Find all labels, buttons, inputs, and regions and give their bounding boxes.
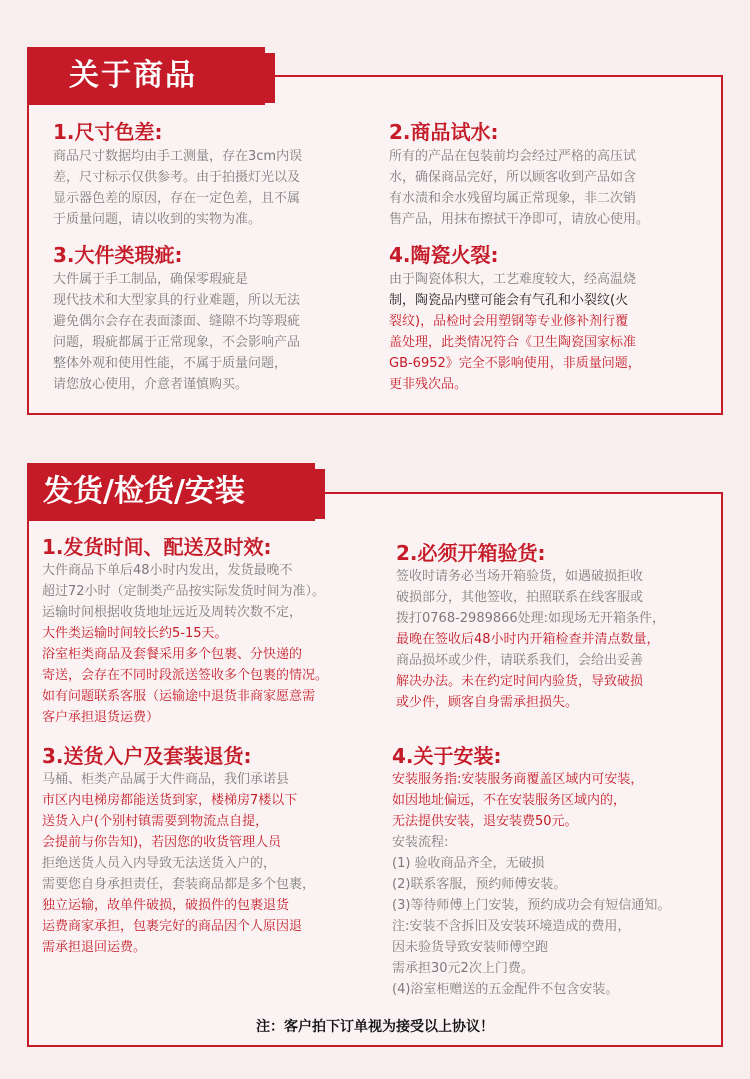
item-text-water-test: 所有的产品在包装前均会经过严格的高压试 水，确保商品完好，所以顾客收到产品如含 有水渍和余水残留均属正常现象，非二次销 售产品，用抹布擦拭干净即可，请放心使用。 xyxy=(389,149,650,227)
item-heading-installation: 4.关于安装: xyxy=(392,744,502,768)
item-text-delivery: 马桶、柜类产品属于大件商品，我们承诺县 市区内电梯房都能送货到家，楼梯房7楼以下 送货入户(个别村镇需要到物流点自提， 会提前与你告知)，若因您的收货管理人员 拒绝送货人员入内导致无法送货入户的， 需要您自身承担责任，套装商品都是多个包裹， 独立运输，故单件破损，破损件的包裹退货 运费商家承担，包裹完好的商品因个人原因退 需承担退回运费。 xyxy=(42,772,316,955)
item-text-ceramic: 由于陶瓷体积大，工艺难度较大，经高温烧 制，陶瓷品内壁可能会有气孔和小裂纹(火 裂纹)，品检时会用塑钢等专业修补剂行覆 盖处理，此类情况符合《卫生陶瓷国家标准 GB-6952》完全不影响使用，非质量问题， 更非残次品。 xyxy=(389,272,641,392)
item-heading-size-color: 1.尺寸色差: xyxy=(53,120,163,144)
item-text-flaws: 大件属于手工制品，确保零瑕疵是 现代技术和大型家具的行业难题，所以无法 避免偶尔会存在表面漆面、缝隙不均等瑕疵 问题，瑕疵都属于正常现象，不会影响产品 整体外观和使用性能，不属于质量问题， 请您放心使用，介意者谨慎购买。 xyxy=(53,272,301,392)
item-heading-ceramic: 4.陶瓷火裂: xyxy=(389,243,499,267)
section-title: 发货/检货/安装 xyxy=(43,474,245,509)
item-text-size-color: 商品尺寸数据均由手工测量，存在3cm内误 差，尺寸标示仅供参考。由于拍摄灯光以及 显示器色差的原因，存在一定色差，且不属 于质量问题，请以收到的实物为准。 xyxy=(53,149,303,227)
footer-note: 注：客户拍下订单视为接受以上协议！ xyxy=(256,1019,494,1035)
item-heading-shipping-time: 1.发货时间、配送及时效: xyxy=(42,535,272,559)
about-product-banner xyxy=(27,47,265,105)
item-text-inspection: 签收时请务必当场开箱验货，如遇破损拒收 破损部分，其他签收，拍照联系在线客服或 拨打0768-2989866处理:如现场无开箱条件， 最晚在签收后48小时内开箱检查并清点数量， 商品损坏或少件，请联系我们，会给出妥善 解决办法。未在约定时间内验货，导致破损 或少件，顾客自身需承担损失。 xyxy=(396,569,666,710)
item-heading-water-test: 2.商品试水: xyxy=(389,120,499,144)
item-heading-flaws: 3.大件类瑕疵: xyxy=(53,243,183,267)
section-title: 关于商品 xyxy=(69,58,197,93)
item-heading-delivery: 3.送货入户及套装退货: xyxy=(42,744,252,768)
item-text-installation: 安装服务指:安装服务商覆盖区域内可安装， 如因地址偏远，不在安装服务区域内的， 无法提供安装，退安装费50元。 安装流程: (1) 验收商品齐全，无破损 (2)联系客服，预约师傅安装。 (3)等待师傅上门安装，预约成功会有短信通知。 注:安装不含拆旧及安装环境造成的费用， 因未验货导致安装师傅空跑 需承担30元2次上门费。 (4)浴室柜赠送的五金配件不包含安装。 xyxy=(392,772,671,997)
item-heading-inspection: 2.必须开箱验货: xyxy=(396,541,546,565)
shipping-banner xyxy=(27,463,315,521)
item-text-shipping-time: 大件商品下单后48小时内发出，发货最晚不 超过72小时（定制类产品按实际发货时间为准）。 运输时间根据收货地址远近及周转次数不定， 大件类运输时间较长约5-15天。 浴室柜类商品及套餐采用多个包裹、分快递的 寄送，会存在不同时段派送签收多个包裹的情况。 如有问题联系客服（运输途中退货非商家愿意需 客户承担退货运费） xyxy=(42,563,329,725)
